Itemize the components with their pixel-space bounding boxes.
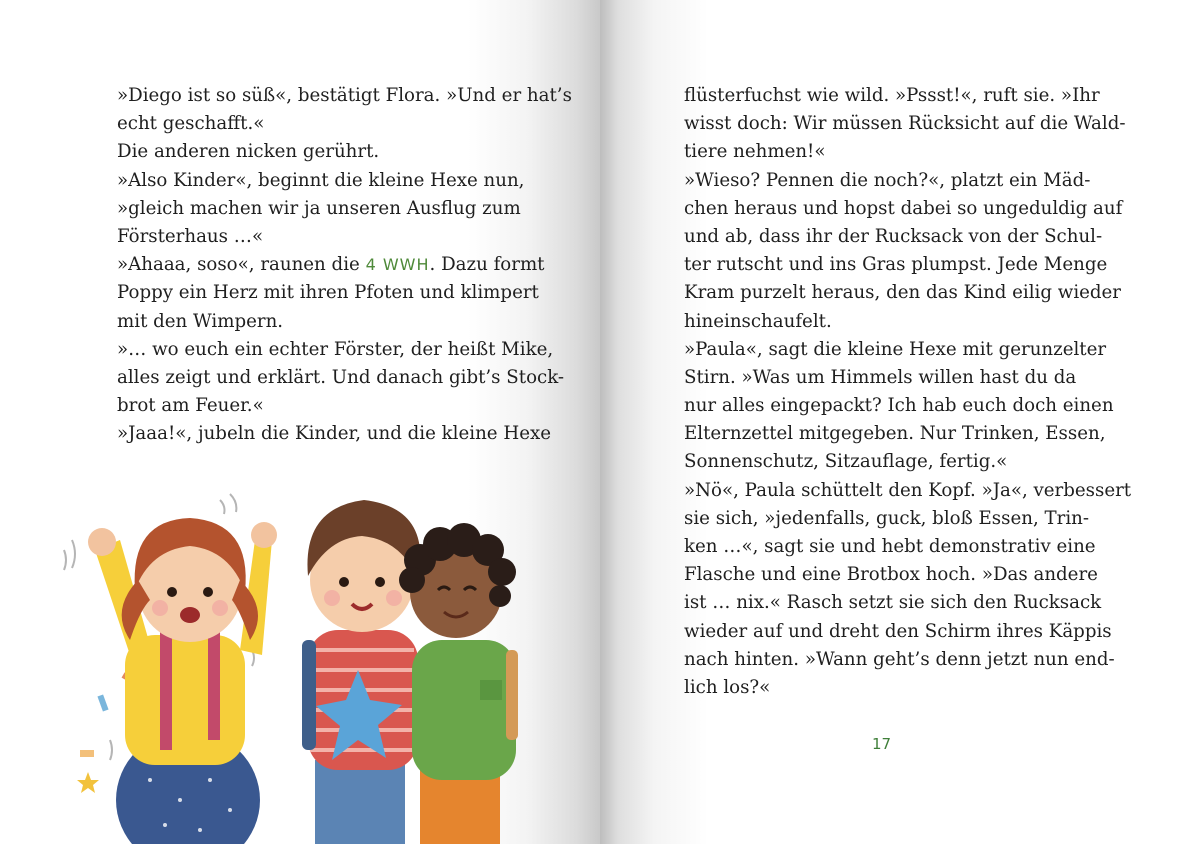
text-line: alles zeigt und erklärt. Und danach gibt’s Stock- — [117, 366, 565, 388]
text-line: Elternzettel mitgegeben. Nur Trinken, Essen, — [684, 423, 1106, 445]
crew-name-4wwh: 4 WWH — [365, 255, 430, 275]
text-line: chen heraus und hopst dabei so ungeduldig auf — [684, 197, 1123, 219]
text-line — [117, 251, 545, 279]
text-line: nach hinten. »Wann geht’s denn jetzt nun end- — [684, 648, 1115, 670]
text-line: »Diego ist so süß«, bestätigt Flora. »Und er hat’s — [117, 85, 572, 106]
text-line: wisst doch: Wir müssen Rücksicht auf die Wald- — [684, 113, 1126, 135]
right-page-text — [684, 82, 1132, 702]
text-line: Stirn. »Was um Himmels willen hast du da — [684, 366, 1077, 388]
text-line: lich los?« — [684, 676, 771, 698]
right-page — [600, 0, 1200, 844]
text-line: nur alles eingepackt? Ich hab euch doch einen — [684, 395, 1114, 417]
text-line: tiere nehmen!« — [684, 141, 826, 163]
text-line: Die anderen nicken gerührt. — [117, 141, 380, 163]
text-line: »Also Kinder«, beginnt die kleine Hexe nun, — [117, 169, 525, 191]
text-line: sie sich, »jedenfalls, guck, bloß Essen, Trin- — [684, 507, 1090, 529]
text-line: flüsterfuchst wie wild. »Pssst!«, ruft sie. »Ihr — [684, 85, 1100, 106]
text-line: Kram purzelt heraus, den das Kind eilig wieder — [684, 282, 1122, 304]
text-line: mit den Wimpern. — [117, 310, 284, 332]
text-line: Försterhaus …« — [117, 225, 264, 247]
text-segment: »Ahaaa, soso«, raunen die — [117, 254, 366, 276]
children-illustration — [40, 480, 540, 844]
text-line: Sonnenschutz, Sitzauflage, fertig.« — [684, 451, 1008, 473]
text-line: Poppy ein Herz mit ihren Pfoten und klimpert — [117, 282, 539, 304]
text-line: echt geschafft.« — [117, 113, 265, 135]
boy-green-sweater — [399, 523, 518, 844]
page-number: 17 — [872, 735, 892, 753]
text-line: und ab, dass ihr der Rucksack von der Schul- — [684, 225, 1103, 247]
text-line: »… wo euch ein echter Förster, der heißt Mike, — [117, 338, 554, 360]
text-line: »Nö«, Paula schüttelt den Kopf. »Ja«, verbessert — [684, 479, 1132, 501]
text-line: wieder auf und dreht den Schirm ihres Käppis — [684, 620, 1112, 642]
text-line: ist … nix.« Rasch setzt sie sich den Rucksack — [684, 592, 1102, 614]
text-line: ken …«, sagt sie und hebt demonstrativ eine — [684, 536, 1096, 557]
text-line: Flasche und eine Brotbox hoch. »Das andere — [684, 564, 1098, 586]
text-line: »gleich machen wir ja unseren Ausflug zum — [117, 197, 521, 219]
boy-striped-shirt — [302, 500, 420, 844]
text-line: ter rutscht und ins Gras plumpst. Jede Menge — [684, 254, 1108, 276]
text-line: »Wieso? Pennen die noch?«, platzt ein Mäd- — [684, 169, 1091, 191]
text-line: »Jaaa!«, jubeln die Kinder, und die kleine Hexe — [117, 423, 551, 445]
text-line: brot am Feuer.« — [117, 395, 264, 417]
text-segment: . Dazu formt — [429, 254, 545, 276]
text-line: hineinschaufelt. — [684, 310, 832, 332]
text-line: »Paula«, sagt die kleine Hexe mit gerunzelter — [684, 338, 1107, 360]
left-page-text — [117, 82, 572, 448]
girl-character — [88, 518, 277, 844]
